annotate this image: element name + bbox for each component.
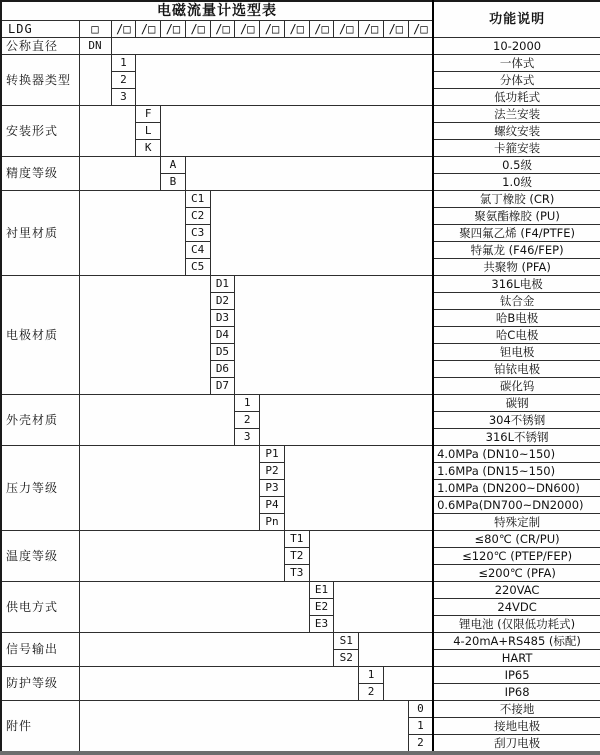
model-code-slot: /□ — [260, 21, 285, 38]
option-code-cell: A — [161, 157, 186, 174]
model-code-slot: /□ — [408, 21, 433, 38]
leading-empty-cell — [79, 55, 111, 106]
option-description-cell: IP65 — [433, 667, 600, 684]
option-code-cell: T1 — [284, 531, 309, 548]
option-description-cell: 刮刀电极 — [433, 735, 600, 754]
category-label: 电极材质 — [1, 276, 79, 395]
category-label: 安装形式 — [1, 106, 79, 157]
trailing-empty-cell — [284, 446, 433, 531]
option-code-cell: C4 — [185, 242, 210, 259]
option-description-cell: 220VAC — [433, 582, 600, 599]
leading-empty-cell — [79, 157, 161, 191]
option-description-cell: 卡箍安装 — [433, 140, 600, 157]
option-description-cell: 1.0级 — [433, 174, 600, 191]
option-description-cell: 4.0MPa (DN10~150) — [433, 446, 600, 463]
category-label: 供电方式 — [1, 582, 79, 633]
category-label: 公称直径 — [1, 38, 79, 55]
option-description-cell: 聚四氟乙烯 (F4/PTFE) — [433, 225, 600, 242]
option-code-cell: 1 — [359, 667, 384, 684]
option-description-cell: 分体式 — [433, 72, 600, 89]
model-code-slot: /□ — [136, 21, 161, 38]
leading-empty-cell — [79, 395, 235, 446]
trailing-empty-cell — [309, 531, 433, 582]
option-code-cell: S1 — [334, 633, 359, 650]
leading-empty-cell — [79, 531, 284, 582]
option-description-cell: 0.6MPa(DN700~DN2000) — [433, 497, 600, 514]
option-code-cell: P3 — [260, 480, 285, 497]
option-description-cell: 不接地 — [433, 701, 600, 718]
model-code-slot: /□ — [210, 21, 235, 38]
option-description-cell: ≤120℃ (PTEP/FEP) — [433, 548, 600, 565]
model-code-slot: /□ — [235, 21, 260, 38]
option-description-cell: 锂电池 (仅限低功耗式) — [433, 616, 600, 633]
trailing-empty-cell — [136, 55, 433, 106]
option-description-cell: 一体式 — [433, 55, 600, 72]
option-code-cell: T2 — [284, 548, 309, 565]
option-code-cell: DN — [79, 38, 111, 55]
option-description-cell: ≤80℃ (CR/PU) — [433, 531, 600, 548]
option-code-cell: F — [136, 106, 161, 123]
option-code-cell: D5 — [210, 344, 235, 361]
model-code-slot: /□ — [334, 21, 359, 38]
category-label: 转换器类型 — [1, 55, 79, 106]
leading-empty-cell — [79, 701, 408, 754]
option-code-cell: E1 — [309, 582, 334, 599]
model-code-slot: /□ — [185, 21, 210, 38]
option-description-cell: 0.5级 — [433, 157, 600, 174]
trailing-empty-cell — [210, 191, 433, 276]
option-code-cell: Pn — [260, 514, 285, 531]
option-code-cell: C3 — [185, 225, 210, 242]
model-prefix: LDG — [1, 21, 79, 38]
option-description-cell: 共聚物 (PFA) — [433, 259, 600, 276]
leading-empty-cell — [79, 106, 136, 157]
leading-empty-cell — [79, 582, 309, 633]
option-code-cell: P4 — [260, 497, 285, 514]
category-label: 外壳材质 — [1, 395, 79, 446]
option-description-cell: 4-20mA+RS485 (标配) — [433, 633, 600, 650]
leading-empty-cell — [79, 667, 359, 701]
option-description-cell: 聚氨酯橡胶 (PU) — [433, 208, 600, 225]
option-description-cell: 法兰安装 — [433, 106, 600, 123]
table-title: 电磁流量计选型表 — [1, 1, 433, 21]
option-code-cell: C5 — [185, 259, 210, 276]
category-label: 精度等级 — [1, 157, 79, 191]
trailing-empty-cell — [111, 38, 433, 55]
option-code-cell: D3 — [210, 310, 235, 327]
category-label: 防护等级 — [1, 667, 79, 701]
option-code-cell: 3 — [235, 429, 260, 446]
option-code-cell: D6 — [210, 361, 235, 378]
option-description-cell: 24VDC — [433, 599, 600, 616]
leading-empty-cell — [79, 276, 210, 395]
model-code-slot: /□ — [309, 21, 334, 38]
trailing-empty-cell — [185, 157, 433, 191]
option-code-cell: C1 — [185, 191, 210, 208]
option-code-cell: E2 — [309, 599, 334, 616]
option-code-cell: P2 — [260, 463, 285, 480]
option-code-cell: T3 — [284, 565, 309, 582]
category-label: 温度等级 — [1, 531, 79, 582]
option-description-cell: 哈B电极 — [433, 310, 600, 327]
option-description-cell: 接地电极 — [433, 718, 600, 735]
model-code-slot: /□ — [284, 21, 309, 38]
option-code-cell: B — [161, 174, 186, 191]
trailing-empty-cell — [161, 106, 434, 157]
option-description-cell: 氯丁橡胶 (CR) — [433, 191, 600, 208]
option-code-cell: 2 — [408, 735, 433, 754]
option-code-cell: D2 — [210, 293, 235, 310]
option-description-cell: 特氟龙 (F46/FEP) — [433, 242, 600, 259]
model-code-slot: /□ — [383, 21, 408, 38]
trailing-empty-cell — [235, 276, 433, 395]
model-box-slot: □ — [79, 21, 111, 38]
option-description-cell: 铂铱电极 — [433, 361, 600, 378]
option-code-cell: D7 — [210, 378, 235, 395]
option-description-cell: 低功耗式 — [433, 89, 600, 106]
option-description-cell: 304不锈钢 — [433, 412, 600, 429]
option-description-cell: HART — [433, 650, 600, 667]
option-code-cell: 2 — [359, 684, 384, 701]
option-description-cell: 特殊定制 — [433, 514, 600, 531]
option-description-cell: 碳化钨 — [433, 378, 600, 395]
option-code-cell: K — [136, 140, 161, 157]
option-description-cell: 1.0MPa (DN200~DN600) — [433, 480, 600, 497]
option-code-cell: D4 — [210, 327, 235, 344]
option-code-cell: 1 — [111, 55, 136, 72]
option-code-cell: S2 — [334, 650, 359, 667]
option-code-cell: 0 — [408, 701, 433, 718]
trailing-empty-cell — [334, 582, 433, 633]
option-description-cell: 316L不锈钢 — [433, 429, 600, 446]
function-column-header: 功能说明 — [433, 1, 600, 38]
option-description-cell: 钛合金 — [433, 293, 600, 310]
model-code-slot: /□ — [111, 21, 136, 38]
option-code-cell: 2 — [235, 412, 260, 429]
leading-empty-cell — [79, 191, 185, 276]
option-code-cell: D1 — [210, 276, 235, 293]
option-description-cell: ≤200℃ (PFA) — [433, 565, 600, 582]
category-label: 衬里材质 — [1, 191, 79, 276]
category-label: 信号输出 — [1, 633, 79, 667]
leading-empty-cell — [79, 633, 334, 667]
option-code-cell: E3 — [309, 616, 334, 633]
trailing-empty-cell — [383, 667, 433, 701]
model-code-slot: /□ — [161, 21, 186, 38]
category-label: 压力等级 — [1, 446, 79, 531]
leading-empty-cell — [79, 446, 260, 531]
trailing-empty-cell — [260, 395, 433, 446]
option-description-cell: 螺纹安装 — [433, 123, 600, 140]
option-code-cell: L — [136, 123, 161, 140]
option-code-cell: 1 — [235, 395, 260, 412]
option-description-cell: 哈C电极 — [433, 327, 600, 344]
option-code-cell: 3 — [111, 89, 136, 106]
option-code-cell: C2 — [185, 208, 210, 225]
option-description-cell: 碳钢 — [433, 395, 600, 412]
model-code-slot: /□ — [359, 21, 384, 38]
option-description-cell: 钽电极 — [433, 344, 600, 361]
category-label: 附件 — [1, 701, 79, 754]
trailing-empty-cell — [359, 633, 433, 667]
selection-table-body — [1, 1, 600, 753]
option-description-cell: 10-2000 — [433, 38, 600, 55]
option-description-cell: 316L电极 — [433, 276, 600, 293]
option-description-cell: IP68 — [433, 684, 600, 701]
option-code-cell: 2 — [111, 72, 136, 89]
option-code-cell: 1 — [408, 718, 433, 735]
option-description-cell: 1.6MPa (DN15~150) — [433, 463, 600, 480]
option-code-cell: P1 — [260, 446, 285, 463]
